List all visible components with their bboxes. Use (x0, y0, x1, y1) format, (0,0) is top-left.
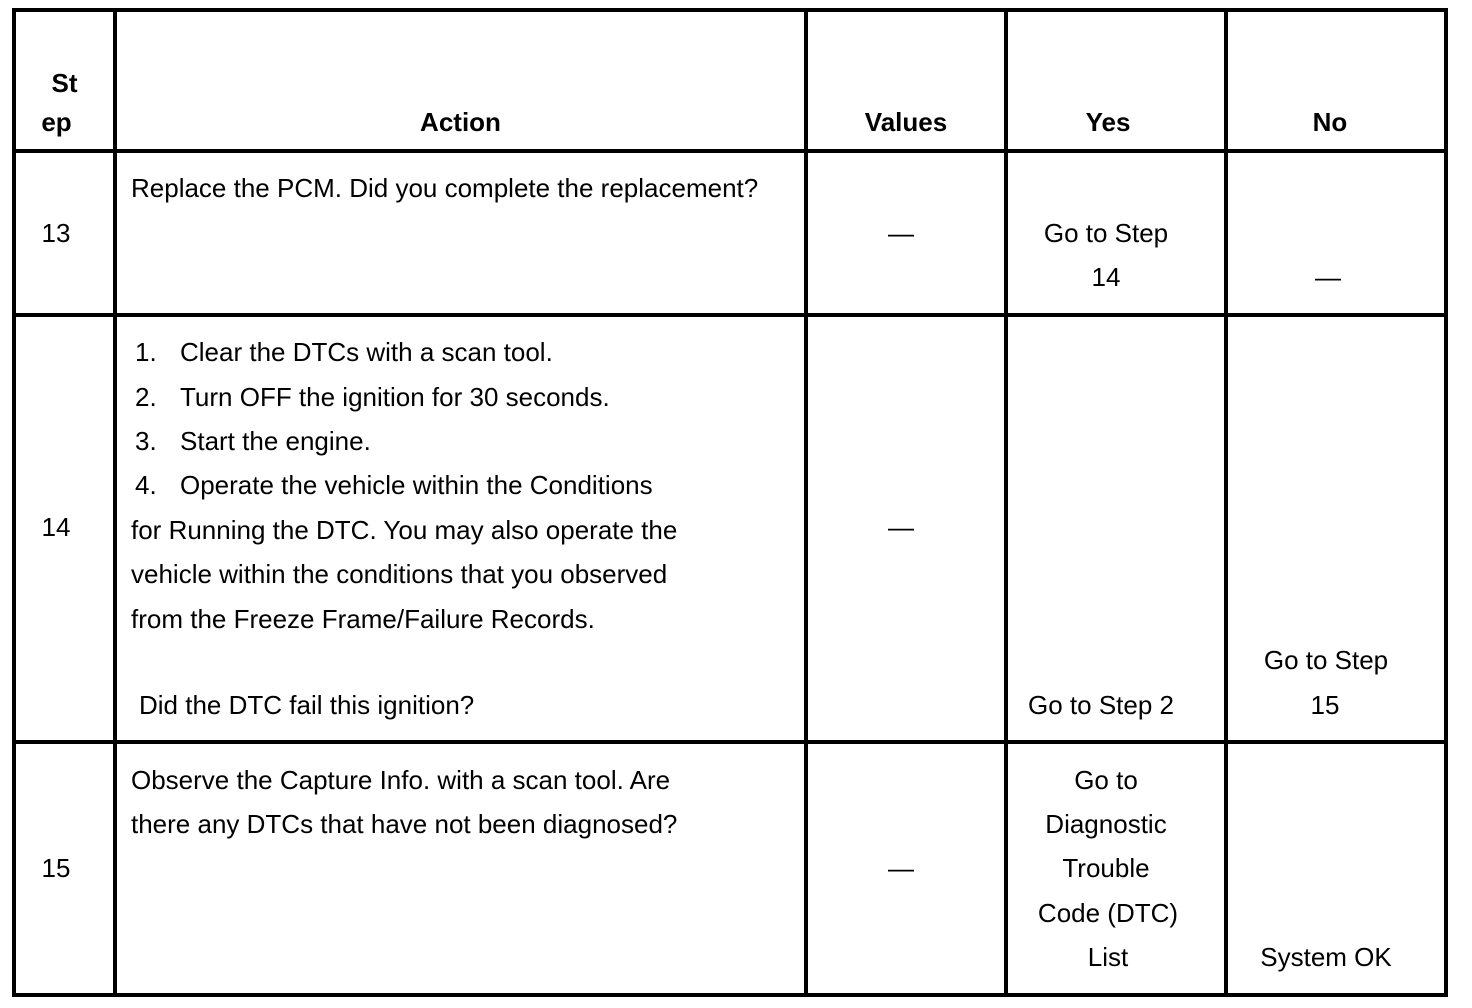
table-top-border (12, 8, 1448, 12)
row-15-action-line1: Observe the Capture Info. with a scan tool. Are (131, 765, 671, 795)
row-15-no: System OK (1260, 942, 1392, 972)
row-14-continuation-line2: vehicle within the conditions that you observed (131, 559, 668, 589)
row-14-no-line2: 15 (1310, 690, 1340, 720)
row-14-step: 14 (41, 512, 71, 542)
row-14-values: — (888, 512, 914, 542)
row-14-item-4-number: 4. (135, 470, 157, 500)
table-bottom-border (12, 993, 1448, 997)
row-15-values: — (888, 853, 914, 883)
row-13-step: 13 (41, 218, 71, 248)
row-15-yes-line1: Go to (1074, 765, 1138, 795)
row-15-action-line2: there any DTCs that have not been diagnosed? (131, 809, 678, 839)
row-14-no-line1: Go to Step (1263, 645, 1389, 675)
row-14-continuation-line1: for Running the DTC. You may also operate the (131, 515, 678, 545)
row-14-item-4-text: Operate the vehicle within the Conditions (180, 470, 653, 500)
header-values: Values (864, 107, 948, 137)
header-action: Action (420, 107, 501, 137)
row-14-question: Did the DTC fail this ignition? (139, 690, 475, 720)
header-bottom-border (12, 149, 1448, 153)
row-15-yes-line2: Diagnostic (1045, 809, 1167, 839)
row-13-bottom-border (12, 313, 1448, 317)
row-15-yes-line5: List (1087, 942, 1129, 972)
row-13-yes-line2: 14 (1091, 262, 1121, 292)
row-15-yes-line4: Code (DTC) (1037, 898, 1179, 928)
row-13-yes-line1: Go to Step (1043, 218, 1169, 248)
row-14-item-2-number: 2. (135, 382, 157, 412)
row-15-step: 15 (41, 853, 71, 883)
header-step-line2: ep (41, 107, 72, 137)
header-no: No (1312, 107, 1348, 137)
column-divider-yes-no (1224, 8, 1228, 997)
row-13-values: — (888, 218, 914, 248)
row-14-item-2-text: Turn OFF the ignition for 30 seconds. (180, 382, 610, 412)
row-13-no: — (1315, 262, 1341, 292)
row-14-item-3-text: Start the engine. (180, 426, 371, 456)
row-15-yes-line3: Trouble (1062, 853, 1150, 883)
row-14-yes: Go to Step 2 (1028, 690, 1174, 720)
row-13-action: Replace the PCM. Did you complete the replacement? (131, 173, 759, 203)
row-14-continuation-line3: from the Freeze Frame/Failure Records. (131, 604, 595, 634)
header-step-line1: St (51, 68, 78, 98)
row-14-item-1-text: Clear the DTCs with a scan tool. (180, 337, 553, 367)
row-14-bottom-border (12, 740, 1448, 744)
row-14-item-1-number: 1. (135, 337, 157, 367)
column-divider-step-action (113, 8, 117, 997)
table-right-border (1444, 8, 1448, 997)
row-14-item-3-number: 3. (135, 426, 157, 456)
header-yes: Yes (1085, 107, 1131, 137)
